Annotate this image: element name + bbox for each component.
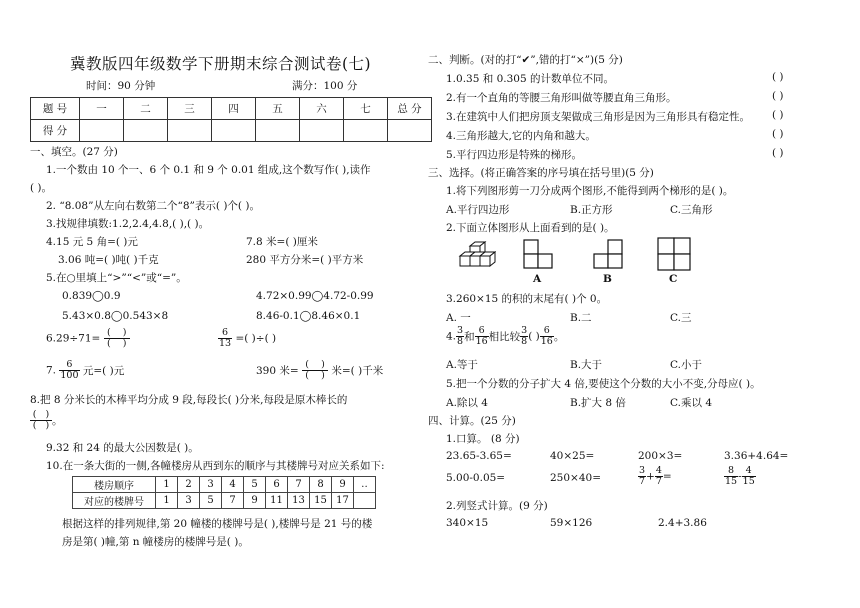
judge-item-3: 3.在建筑中人们把房顶支架做成三角形是因为三角形具有稳定性。 bbox=[446, 111, 751, 123]
score-header-cell: 一 bbox=[80, 98, 124, 120]
q6b-fraction: $\frac{6}{13}$ bbox=[219, 327, 232, 349]
seq-cell: 4 bbox=[222, 477, 244, 493]
score-header-cell: 三 bbox=[168, 98, 212, 120]
seq-cell: 3 bbox=[200, 477, 222, 493]
full-score: 满分：100 分 bbox=[292, 80, 358, 92]
view-a-figure[interactable] bbox=[522, 238, 554, 270]
score-cell[interactable] bbox=[256, 120, 300, 142]
judge-answer-1[interactable]: ( ) bbox=[772, 71, 784, 83]
judge-item-2: 2.有一个直角的等腰三角形叫做等腰直角三角形。 bbox=[446, 92, 677, 104]
choice-q1-opt-a[interactable]: A.平行四边形 bbox=[446, 204, 510, 216]
q5a: 0.839◯0.9 bbox=[62, 290, 121, 302]
oral8-fraction-b: $\frac{4}{15}$ bbox=[742, 465, 755, 487]
q6a bbox=[46, 328, 130, 349]
q9: 9.32 和 24 的最大公因数是( )。 bbox=[46, 442, 199, 454]
q7b: 390 米= $\frac{( )}{( )}$ 米=( )千米 bbox=[256, 359, 384, 381]
seq-cell: 3 bbox=[178, 493, 200, 509]
q5c: 5.43×0.8◯0.543×8 bbox=[62, 310, 169, 322]
score-table bbox=[30, 97, 432, 142]
score-header-cell: 四 bbox=[212, 98, 256, 120]
q6b bbox=[218, 328, 276, 349]
q2: 2. “8.08”从左向右数第二个“8”表示( )个( )。 bbox=[46, 200, 260, 212]
judge-answer-5[interactable]: ( ) bbox=[772, 147, 784, 159]
seq-cell: 1 bbox=[156, 493, 178, 509]
seq-cell: ‥ bbox=[354, 477, 376, 493]
score-cell[interactable] bbox=[80, 120, 124, 142]
score-cell[interactable] bbox=[388, 120, 432, 142]
oral-7: $\frac{3}{7}$ + $\frac{4}{7}$ = bbox=[639, 465, 672, 487]
q6a-text: 6.29÷71= bbox=[46, 332, 101, 345]
view-a-label: A bbox=[533, 273, 542, 285]
choice-q3-opt-a[interactable]: A. 一 bbox=[446, 312, 471, 324]
score-cell[interactable] bbox=[168, 120, 212, 142]
q3: 3.找规律填数:1.2,2.4,4.8,( ),( )。 bbox=[46, 218, 210, 230]
seq-cell: 9 bbox=[332, 477, 354, 493]
oral-8: $\frac{8}{15}$ - $\frac{4}{15}$ bbox=[725, 465, 755, 487]
score-header-cell: 题 号 bbox=[31, 98, 80, 120]
choice-q5-opt-a[interactable]: A.除以 4 bbox=[446, 397, 488, 409]
q5d: 8.46-0.1◯8.46×0.1 bbox=[256, 310, 361, 322]
choice-q1-opt-b[interactable]: B.正方形 bbox=[570, 204, 613, 216]
q4d: 280 平方分米=( )平方米 bbox=[246, 254, 364, 266]
view-c-label: C bbox=[669, 273, 678, 285]
sequence-table bbox=[72, 476, 376, 509]
q5b: 4.72×0.99◯4.72-0.99 bbox=[256, 290, 374, 302]
oral7-fraction-b: $\frac{4}{7}$ bbox=[655, 465, 662, 487]
c4-fraction-3: $\frac{3}{8}$ bbox=[521, 325, 528, 347]
oral8-fraction-a: $\frac{8}{15}$ bbox=[725, 465, 738, 487]
oral-3: 200×3= bbox=[638, 450, 683, 462]
vertical-1: 340×15 bbox=[446, 517, 489, 529]
calc-oral-heading: 1.口算。 (8 分) bbox=[446, 433, 520, 445]
q8-line2: $\frac{( )}{( )}$ 。 bbox=[30, 410, 63, 431]
seq-cell: 6 bbox=[266, 477, 288, 493]
view-c-figure[interactable] bbox=[656, 236, 692, 272]
judge-answer-2[interactable]: ( ) bbox=[772, 90, 784, 102]
oral7-fraction-a: $\frac{3}{7}$ bbox=[639, 465, 646, 487]
choice-q3: 3.260×15 的积的末尾有( )个 0。 bbox=[446, 293, 608, 305]
choice-q4-opt-c[interactable]: C.小于 bbox=[670, 359, 702, 371]
seq-cell: 2 bbox=[178, 477, 200, 493]
view-b-figure[interactable] bbox=[592, 238, 624, 270]
vertical-2: 59×126 bbox=[550, 517, 593, 529]
choice-q4-opt-b[interactable]: B.大于 bbox=[570, 359, 603, 371]
score-row-label: 得 分 bbox=[31, 120, 80, 142]
q7a-fraction: $\frac{6}{100}$ bbox=[60, 359, 79, 381]
choice-q2: 2.下面立体图形从上面看到的是( )。 bbox=[446, 222, 615, 234]
page-title: 冀教版四年级数学下册期末综合测试卷(七) bbox=[70, 55, 372, 73]
score-header-cell: 五 bbox=[256, 98, 300, 120]
score-cell[interactable] bbox=[212, 120, 256, 142]
score-cell[interactable] bbox=[300, 120, 344, 142]
c4-fraction-4: $\frac{6}{16}$ bbox=[540, 325, 553, 347]
q4c: 3.06 吨=( )吨( )千克 bbox=[58, 254, 159, 266]
q5: 5.在○里填上“>”“<”或“=”。 bbox=[46, 272, 187, 284]
seq-cell: 11 bbox=[266, 493, 288, 509]
exam-time: 时间：90 分钟 bbox=[86, 80, 156, 92]
choice-q4-opt-a[interactable]: A.等于 bbox=[446, 359, 478, 371]
q6a-fraction[interactable]: $\frac{( )}{( )}$ bbox=[104, 328, 130, 349]
seq-cell: 8 bbox=[310, 477, 332, 493]
section2-heading: 二、判断。(对的打“✔”,错的打“×”)(5 分) bbox=[428, 54, 623, 66]
choice-q4: 4. $\frac{3}{8}$ 和 $\frac{6}{16}$ 相比较 $\frac{3}{8}$ ( ) $\frac{6}{16}$ 。 bbox=[446, 325, 565, 347]
section4-heading: 四、计算。(25 分) bbox=[428, 415, 516, 427]
judge-answer-3[interactable]: ( ) bbox=[772, 109, 784, 121]
vertical-3: 2.4+3.86 bbox=[658, 517, 707, 529]
oral-4: 3.36+4.64= bbox=[724, 450, 789, 462]
judge-item-5: 5.平行四边形是特殊的梯形。 bbox=[446, 149, 583, 161]
oral-6: 250×40= bbox=[550, 472, 601, 484]
score-header-cell: 六 bbox=[300, 98, 344, 120]
choice-q3-opt-c[interactable]: C.三 bbox=[670, 312, 692, 324]
judge-item-4: 4.三角形越大,它的内角和越大。 bbox=[446, 130, 596, 142]
q8-line1: 8.把 8 分米长的木棒平均分成 9 段,每段长( )分米,每段是原木棒长的 bbox=[30, 394, 348, 406]
q8-fraction[interactable]: $\frac{( )}{( )}$ bbox=[30, 410, 52, 431]
choice-q5: 5.把一个分数的分子扩大 4 倍,要使这个分数的大小不变,分母应( )。 bbox=[446, 378, 761, 390]
score-header-cell: 总 分 bbox=[388, 98, 432, 120]
choice-q3-opt-b[interactable]: B.二 bbox=[570, 312, 592, 324]
seq-cell: 15 bbox=[310, 493, 332, 509]
seq-cell: 1 bbox=[156, 477, 178, 493]
score-header-cell: 七 bbox=[344, 98, 388, 120]
choice-q5-opt-c[interactable]: C.乘以 4 bbox=[670, 397, 713, 409]
judge-item-1: 1.0.35 和 0.305 的计数单位不同。 bbox=[446, 73, 614, 85]
oral-5: 5.00-0.05= bbox=[446, 472, 506, 484]
cube-stack-figure bbox=[458, 238, 496, 272]
oral-2: 40×25= bbox=[550, 450, 595, 462]
choice-q1: 1.将下列图形剪一刀分成两个图形,不能得到两个梯形的是( )。 bbox=[446, 185, 734, 197]
q1-line1: 1.一个数由 10 个一、6 个 0.1 和 9 个 0.01 组成,这个数写作( ),读作 bbox=[46, 164, 371, 176]
seq-cell: 楼房顺序 bbox=[73, 477, 156, 493]
c4-fraction-2: $\frac{6}{16}$ bbox=[475, 325, 488, 347]
q10-line2: 根据这样的排列规律,第 20 幢楼的楼牌号是( ),楼牌号是 21 号的楼 bbox=[62, 518, 373, 530]
score-header-cell: 二 bbox=[124, 98, 168, 120]
choice-q1-opt-c[interactable]: C.三角形 bbox=[670, 204, 713, 216]
score-cell[interactable] bbox=[344, 120, 388, 142]
q7b-fraction[interactable]: $\frac{( )}{( )}$ bbox=[302, 360, 328, 381]
seq-cell: 5 bbox=[200, 493, 222, 509]
q6b-text: =( )÷( ) bbox=[235, 332, 277, 345]
calc-vertical-heading: 2.列竖式计算。(9 分) bbox=[446, 500, 548, 512]
seq-cell: 9 bbox=[244, 493, 266, 509]
q4a: 4.15 元 5 角=( )元 bbox=[46, 236, 138, 248]
seq-cell bbox=[354, 493, 376, 509]
q4b: 7.8 米=( )厘米 bbox=[246, 236, 318, 248]
seq-cell: 5 bbox=[244, 477, 266, 493]
section1-heading: 一、填空。(27 分) bbox=[30, 146, 118, 158]
c4-fraction-1: $\frac{3}{8}$ bbox=[457, 325, 464, 347]
judge-answer-4[interactable]: ( ) bbox=[772, 128, 784, 140]
seq-cell: 17 bbox=[332, 493, 354, 509]
score-cell[interactable] bbox=[124, 120, 168, 142]
q10: 10.在一条大街的一侧,各幢楼房从西到东的顺序与其楼牌号对应关系如下: bbox=[46, 460, 385, 472]
seq-cell: 对应的楼牌号 bbox=[73, 493, 156, 509]
choice-q5-opt-b[interactable]: B.扩大 8 倍 bbox=[570, 397, 626, 409]
view-b-label: B bbox=[603, 273, 612, 285]
q10-line3: 房是第( )幢,第 n 幢楼房的楼牌号是( )。 bbox=[62, 536, 249, 548]
seq-cell: 13 bbox=[288, 493, 310, 509]
seq-cell: 7 bbox=[288, 477, 310, 493]
seq-cell: 7 bbox=[222, 493, 244, 509]
oral-1: 23.65-3.65= bbox=[446, 450, 512, 462]
q1-line2: ( )。 bbox=[30, 182, 53, 194]
section3-heading: 三、选择。(将正确答案的序号填在括号里)(5 分) bbox=[428, 167, 654, 179]
q7a: 7. $\frac{6}{100}$ 元=( )元 bbox=[46, 359, 125, 381]
